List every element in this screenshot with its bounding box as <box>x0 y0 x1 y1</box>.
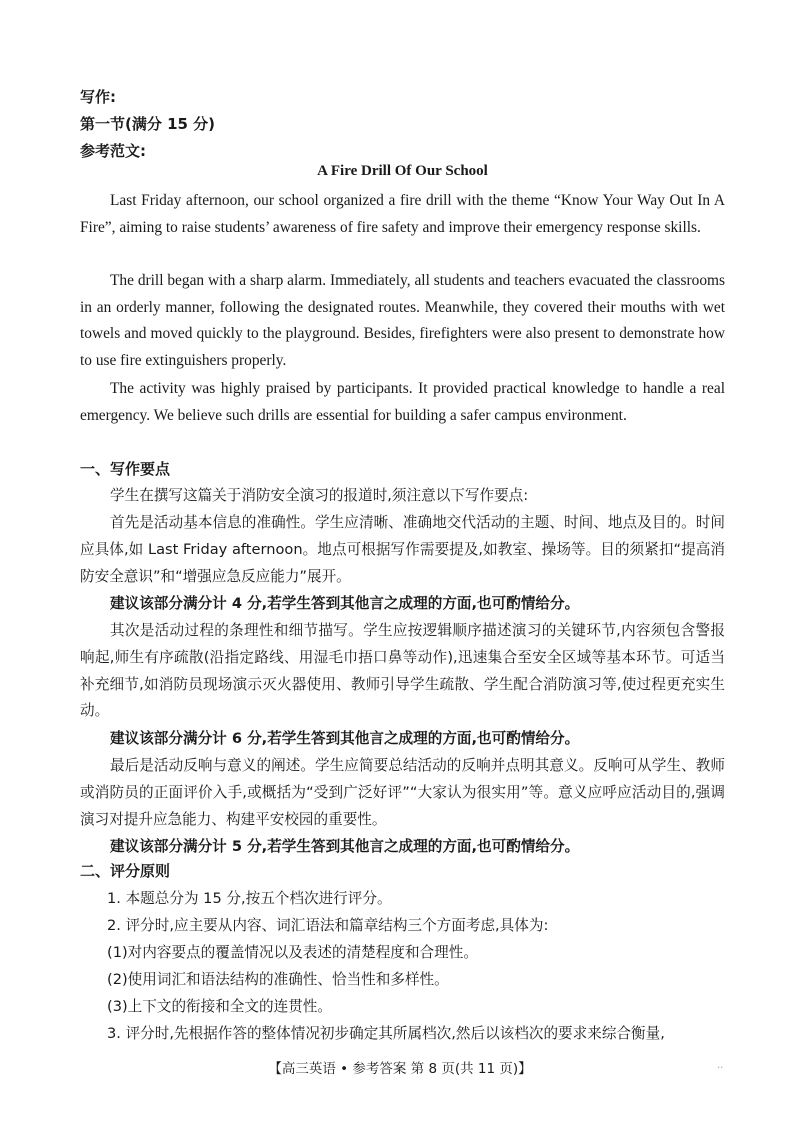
page-footer: 【高三英语 • 参考答案 第 8 页(共 11 页)】 <box>268 1061 532 1077</box>
grading-item: 2. 评分时,应主要从内容、词汇语法和篇章结构三个方面考虑,具体为: <box>107 917 549 934</box>
points-score-3: 建议该部分满分计 5 分,若学生答到其他言之成理的方面,也可酌情给分。 <box>110 838 580 855</box>
points-paragraph-2: 其次是活动过程的条理性和细节描写。学生应按逻辑顺序描述演习的关键环节,内容须包含警报响起,师生有序疏散(沿指定路线、用湿毛巾捂口鼻等动作),迅速集合至安全区域等基本环节。可适当补充细节,如消防员现场演示灭火器使用、教师引导学生疏散、学生配合消防演习等,使过程更充实生动。 <box>80 622 725 720</box>
grading-item: (1)对内容要点的覆盖情况以及表述的清楚程度和合理性。 <box>107 944 478 961</box>
grading-item: 1. 本题总分为 15 分,按五个档次进行评分。 <box>107 890 392 907</box>
essay-paragraph-2: The drill began with a sharp alarm. Immediately, all students and teachers evacuated the classrooms in an orderly manner, following the designated routes. Meanwhile, they covered their mouths with wet towels and moved quickly to the playground. Besides, firefighters were also present to demonstrate how to use fire extinguishers properly. <box>80 272 725 369</box>
corner-mark: .. <box>717 1060 724 1071</box>
grading-item: (2)使用词汇和语法结构的准确性、恰当性和多样性。 <box>107 971 449 988</box>
grading-heading: 二、评分原则 <box>80 862 171 880</box>
essay-paragraph-1: Last Friday afternoon, our school organized a fire drill with the theme “Know Your Way Out In A Fire”, aiming to raise students’ awareness of fire safety and improve their emergency response skills. <box>80 192 725 236</box>
grading-item: 3. 评分时,先根据作答的整体情况初步确定其所属档次,然后以该档次的要求来综合衡量, <box>107 1025 665 1042</box>
sample-heading: 参考范文: <box>80 142 146 160</box>
points-intro: 学生在撰写这篇关于消防安全演习的报道时,须注意以下写作要点: <box>110 487 529 504</box>
section-heading: 第一节(满分 15 分) <box>80 115 216 133</box>
essay-paragraph-3: The activity was highly praised by participants. It provided practical knowledge to handle a real emergency. We believe such drills are essential for building a safer campus environment. <box>80 380 725 424</box>
points-paragraph-1: 首先是活动基本信息的准确性。学生应清晰、准确地交代活动的主题、时间、地点及目的。时间应具体,如 Last Friday afternoon。地点可根据写作需要提及,如教室、操场等。目的须紧扣“提高消防安全意识”和“增强应急反应能力”展开。 <box>80 514 725 585</box>
grading-item: (3)上下文的衔接和全文的连贯性。 <box>107 998 332 1015</box>
points-paragraph-3: 最后是活动反响与意义的阐述。学生应简要总结活动的反响并点明其意义。反响可从学生、教师或消防员的正面评价入手,或概括为“受到广泛好评”“大家认为很实用”等。意义应呼应活动目的,强调演习对提升应急能力、构建平安校园的重要性。 <box>80 757 725 828</box>
points-score-1: 建议该部分满分计 4 分,若学生答到其他言之成理的方面,也可酌情给分。 <box>110 595 580 612</box>
writing-heading: 写作: <box>80 88 116 106</box>
essay-title: A Fire Drill Of Our School <box>317 163 488 179</box>
points-score-2: 建议该部分满分计 6 分,若学生答到其他言之成理的方面,也可酌情给分。 <box>110 730 580 747</box>
points-heading: 一、写作要点 <box>80 460 171 478</box>
